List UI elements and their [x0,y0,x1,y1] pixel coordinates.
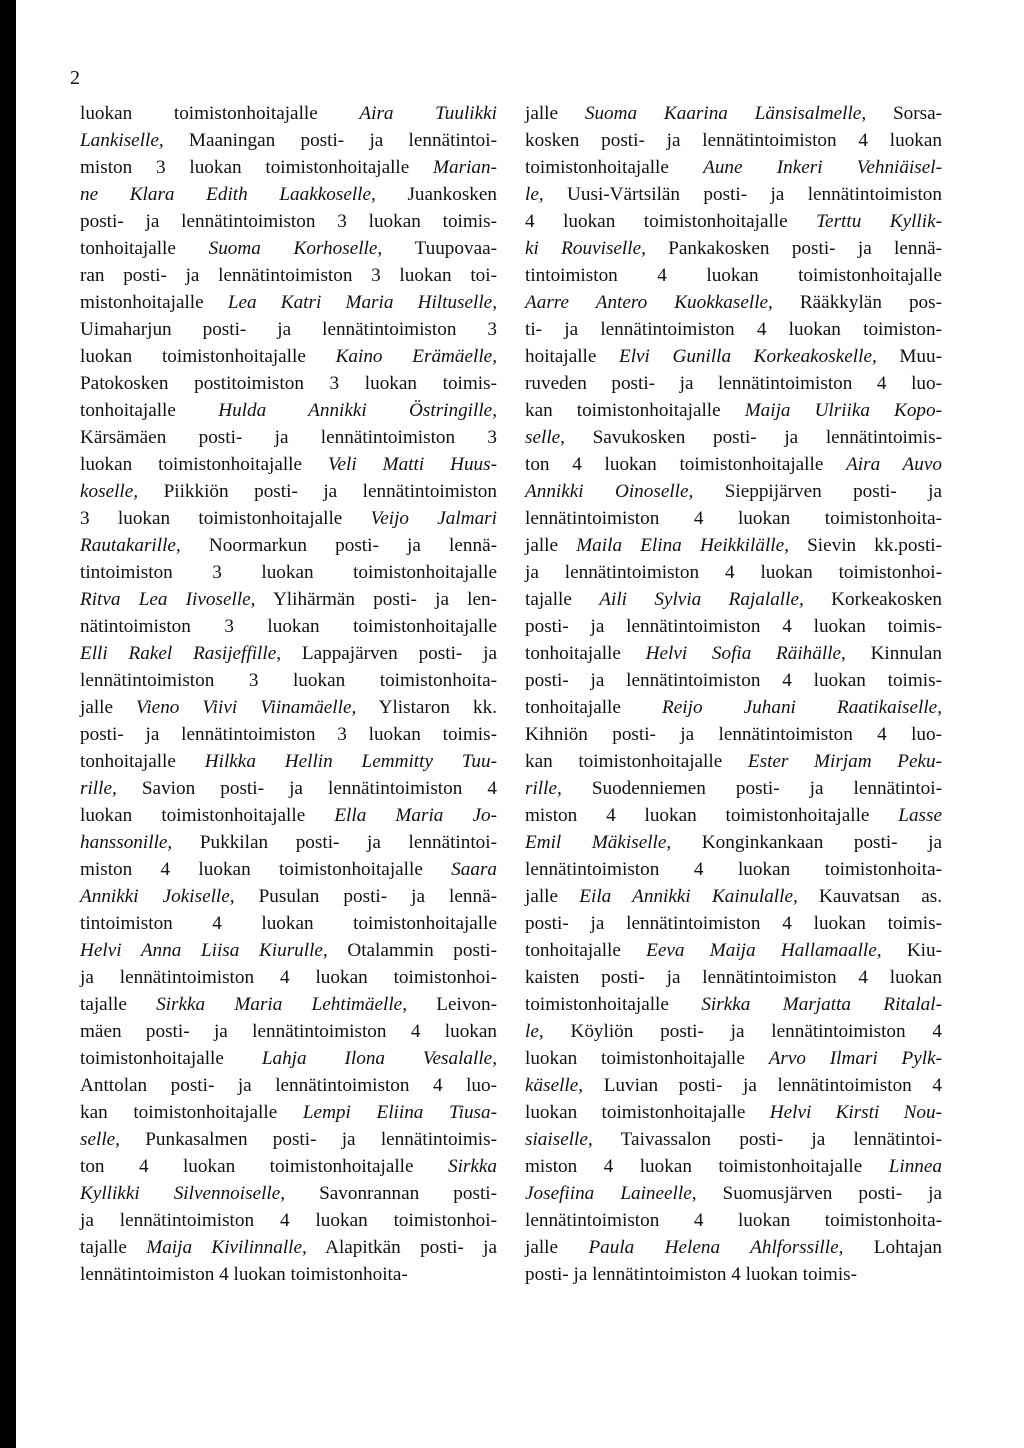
text-line [80,1045,497,1072]
text-line [80,208,497,235]
italic-name: Sirkka Maria Lehtimäelle, [156,994,407,1015]
italic-name: Aarre Antero Kuokkaselle, [525,292,773,313]
text-segment: ja lennätintoimiston 4 luokan toimistonhoi- [525,562,942,583]
text-segment: tonhoitajalle [80,751,205,772]
text-segment: miston 4 luokan toimistonhoitajalle [525,1156,889,1177]
text-line [80,370,497,397]
text-segment: toimistonhoitajalle [525,157,704,178]
italic-name: Elvi Gunilla Korkeakoskelle, [618,346,877,367]
text-segment: lennätintoimiston 4 luokan toimistonhoita- [525,1210,942,1231]
text-line [525,1045,942,1072]
text-line [80,964,497,991]
italic-name: rille, [525,778,562,799]
text-segment: Ylistaron kk. [356,697,497,718]
text-line [525,397,942,424]
text-segment: Suodenniemen posti- ja lennätintoi- [561,778,942,799]
text-segment: Uusi-Värtsilän posti- ja lennätintoimiston [543,184,942,205]
text-line [80,262,497,289]
text-line [80,802,497,829]
italic-name: Aune Inkeri Vehniäisel- [703,157,942,178]
text-segment: miston 4 luokan toimistonhoitajalle [525,805,899,826]
text-segment: tonhoitajalle [525,697,663,718]
text-line [525,235,942,262]
text-segment: jalle [525,103,585,124]
text-segment: Ylihärmän posti- ja len- [255,589,497,610]
text-line [80,910,497,937]
text-segment: Sieppijärven posti- ja [693,481,943,502]
text-segment: tonhoitajalle [525,643,646,664]
text-segment: Tuupovaa- [382,238,497,259]
text-segment: toimistonhoitajalle [80,1048,262,1069]
text-line [525,856,942,883]
text-segment: kan toimistonhoitajalle [80,1102,303,1123]
text-segment: lennätintoimiston 3 luokan toimistonhoita- [80,670,497,691]
italic-name: ki Rouviselle, [525,238,646,259]
italic-name: Lasse [898,805,942,826]
text-line [80,586,497,613]
text-line [80,1234,497,1261]
text-segment: ton 4 luokan toimistonhoitajalle [80,1156,448,1177]
text-segment: 3 luokan toimistonhoitajalle [80,508,371,529]
text-line [525,208,942,235]
text-segment: Kauvatsan as. [797,886,943,907]
text-line [525,100,942,127]
text-segment: tonhoitajalle [525,940,647,961]
text-line [80,532,497,559]
text-line [525,1018,942,1045]
text-line [80,640,497,667]
text-segment: posti- ja lennätintoimiston 4 luokan toimis- [525,1264,858,1285]
text-segment: Suomusjärven posti- ja [696,1183,942,1204]
text-segment: mäen posti- ja lennätintoimiston 4 luokan [80,1021,497,1042]
text-segment: posti- ja lennätintoimiston 3 luokan toimis- [80,211,497,232]
italic-name: Aili Sylvia Rajalalle, [599,589,804,610]
text-line [80,1153,497,1180]
text-line [525,559,942,586]
text-line [80,559,497,586]
text-segment: Korkeakosken [803,589,942,610]
text-line [80,478,497,505]
italic-name: le, [525,1021,544,1042]
italic-name: Ester Mirjam Peku- [747,751,942,772]
italic-name: Rautakarille, [80,535,181,556]
text-segment: Alapitkän posti- ja [306,1237,497,1258]
text-segment: ran posti- ja lennätintoimiston 3 luokan toi- [80,265,497,286]
text-line [525,424,942,451]
text-segment: luokan toimistonhoitajalle [80,346,336,367]
text-segment: Kihniön posti- ja lennätintoimiston 4 luo- [525,724,942,745]
italic-name: hanssonille, [80,832,173,853]
text-segment: ja lennätintoimiston 4 luokan toimistonhoi- [80,1210,497,1231]
text-segment: jalle [525,1237,589,1258]
text-segment: Rääkkylän pos- [772,292,942,313]
text-segment: luokan toimistonhoitajalle [80,805,335,826]
text-line [525,775,942,802]
text-line [80,883,497,910]
text-segment: Leivon- [407,994,497,1015]
text-line [525,991,942,1018]
text-line [525,1099,942,1126]
italic-name: Paula Helena Ahlforssille, [588,1237,844,1258]
text-segment: lennätintoimiston 4 luokan toimistonhoita- [525,508,942,529]
italic-name: Helvi Anna Liisa Kiurulle, [80,940,328,961]
text-segment: nätintoimiston 3 luokan toimistonhoitajalle [80,616,497,637]
italic-name: Veijo Jalmari [370,508,497,529]
text-line [80,1207,497,1234]
text-segment: ton 4 luokan toimistonhoitajalle [525,454,847,475]
italic-name: Elli Rakel Rasijeffille, [80,643,282,664]
text-line [525,1180,942,1207]
text-line [80,667,497,694]
text-line [80,235,497,262]
text-line [80,289,497,316]
text-segment: lennätintoimiston 4 luokan toimistonhoita- [80,1264,408,1285]
italic-name: Josefiina Laineelle, [525,1183,697,1204]
italic-name: Kaino Erämäelle, [335,346,497,367]
italic-name: Aira Tuulikki [359,103,497,124]
text-line [525,694,942,721]
italic-name: Vieno Viivi Viinamäelle, [136,697,357,718]
text-line [80,1180,497,1207]
text-line [525,262,942,289]
text-line [525,1261,942,1288]
text-line [80,613,497,640]
text-line [80,397,497,424]
text-segment: miston 4 luokan toimistonhoitajalle [80,859,452,880]
italic-name: Lahja Ilona Vesalalle, [261,1048,498,1069]
text-line [525,532,942,559]
text-segment: luokan toimistonhoitajalle [80,454,328,475]
italic-name: rille, [80,778,117,799]
italic-name: Suoma Korhoselle, [208,238,383,259]
text-line [525,181,942,208]
text-line [525,1153,942,1180]
text-segment: tintoimiston 3 luokan toimistonhoitajalle [80,562,497,583]
text-line [525,1072,942,1099]
text-line [80,343,497,370]
text-line [80,1099,497,1126]
italic-name: Suoma Kaarina Länsisalmelle, [584,103,867,124]
italic-name: Reijo Juhani Raatikaiselle, [662,697,942,718]
italic-name: ne Klara Edith Laakkoselle, [80,184,376,205]
text-line [80,991,497,1018]
italic-name: Eila Annikki Kainulalle, [579,886,798,907]
italic-name: käselle, [525,1075,584,1096]
italic-name: Terttu Kyllik- [816,211,942,232]
text-line [525,937,942,964]
italic-name: Maila Elina Heikkilälle, [576,535,789,556]
text-line [525,829,942,856]
text-line [80,721,497,748]
italic-name: koselle, [80,481,139,502]
text-segment: posti- ja lennätintoimiston 3 luokan toimis- [80,724,497,745]
text-segment: Muu- [876,346,942,367]
italic-name: Linnea [888,1156,942,1177]
text-segment: luokan toimistonhoitajalle [525,1048,769,1069]
text-segment: tajalle [80,1237,147,1258]
text-segment: Sorsa- [866,103,942,124]
text-segment: Savonrannan posti- [285,1183,497,1204]
text-line [525,910,942,937]
left-text-column [80,100,497,1288]
text-segment: Punkasalmen posti- ja lennätintoimis- [119,1129,497,1150]
text-line [80,1072,497,1099]
text-segment: Patokosken postitoimiston 3 luokan toimis- [80,373,497,394]
text-line [525,154,942,181]
text-line [525,478,942,505]
text-line [525,451,942,478]
italic-name: Lea Katri Maria Hiltuselle, [227,292,497,313]
text-segment: tajalle [80,994,157,1015]
text-segment: tintoimiston 4 luokan toimistonhoitajalle [525,265,942,286]
text-line [80,505,497,532]
text-segment: Juankosken [375,184,497,205]
text-segment: Köyliön posti- ja lennätintoimiston 4 [543,1021,942,1042]
text-segment: tajalle [525,589,600,610]
text-segment: jalle [525,886,580,907]
text-line [80,1261,497,1288]
text-segment: mistonhoitajalle [80,292,228,313]
text-segment: Otalammin posti- [327,940,498,961]
text-segment: kosken posti- ja lennätintoimiston 4 luokan [525,130,942,151]
text-segment: luokan toimistonhoitajalle [80,103,360,124]
italic-name: selle, [80,1129,120,1150]
text-segment: hoitajalle [525,346,619,367]
text-segment: kan toimistonhoitajalle [525,400,745,421]
text-segment: Konginkankaan posti- ja [671,832,943,853]
text-segment: Piikkiön posti- ja lennätintoimiston [138,481,497,502]
text-segment: Lappajärven posti- ja [281,643,497,664]
text-line [80,775,497,802]
text-line [80,748,497,775]
text-segment: ruveden posti- ja lennätintoimiston 4 luo- [525,373,942,394]
text-segment: jalle [80,697,137,718]
text-line [525,289,942,316]
text-segment: Sievin kk.posti- [788,535,942,556]
text-line [80,127,497,154]
text-segment: Maaningan posti- ja lennätintoi- [163,130,497,151]
italic-name: Annikki Jokiselle, [80,886,235,907]
text-segment: Anttolan posti- ja lennätintoimiston 4 luo- [80,1075,497,1096]
text-segment: tonhoitajalle [80,238,209,259]
text-segment: Kinnulan [845,643,942,664]
text-segment: kaisten posti- ja lennätintoimiston 4 luokan [525,967,942,988]
text-segment: Kärsämäen posti- ja lennätintoimiston 3 [80,427,497,448]
text-line [525,316,942,343]
text-segment: 4 luokan toimistonhoitajalle [525,211,817,232]
text-segment: tintoimiston 4 luokan toimistonhoitajalle [80,913,497,934]
text-segment: Kiu- [881,940,942,961]
italic-name: siaiselle, [525,1129,593,1150]
text-segment: Taivassalon posti- ja lennätintoi- [592,1129,942,1150]
text-segment: miston 3 luokan toimistonhoitajalle [80,157,434,178]
italic-name: Maija Ulriika Kopo- [744,400,943,421]
text-line [525,802,942,829]
italic-name: Hilkka Hellin Lemmitty Tuu- [204,751,497,772]
text-line [525,370,942,397]
italic-name: Sirkka [447,1156,497,1177]
italic-name: Ella Maria Jo- [334,805,497,826]
text-line [525,1234,942,1261]
italic-name: Hulda Annikki Östringille, [218,400,497,421]
italic-name: Saara [451,859,497,880]
italic-name: Aira Auvo [846,454,942,475]
text-segment: Luvian posti- ja lennätintoimiston 4 [583,1075,942,1096]
text-line [525,613,942,640]
text-line [525,586,942,613]
text-segment: Savion posti- ja lennätintoimiston 4 [116,778,497,799]
text-line [525,127,942,154]
text-line [525,1207,942,1234]
italic-name: Kyllikki Silvennoiselle, [80,1183,286,1204]
italic-name: Marian- [433,157,497,178]
text-segment: posti- ja lennätintoimiston 4 luokan toimis- [525,670,942,691]
text-line [80,694,497,721]
italic-name: Helvi Kirsti Nou- [769,1102,942,1123]
text-line [80,856,497,883]
text-line [80,316,497,343]
italic-name: Annikki Oinoselle, [525,481,694,502]
text-line [80,181,497,208]
text-segment: tonhoitajalle [80,400,219,421]
text-segment: ti- ja lennätintoimiston 4 luokan toimiston- [525,319,942,340]
italic-name: Veli Matti Huus- [327,454,497,475]
italic-name: Emil Mäkiselle, [525,832,672,853]
text-segment: luokan toimistonhoitajalle [525,1102,770,1123]
text-line [80,1018,497,1045]
italic-name: Arvo Ilmari Pylk- [768,1048,942,1069]
italic-name: Lempi Eliina Tiusa- [302,1102,498,1123]
text-segment: posti- ja lennätintoimiston 4 luokan toimis- [525,616,942,637]
text-line [80,100,497,127]
italic-name: selle, [525,427,565,448]
text-segment: Uimaharjun posti- ja lennätintoimiston 3 [80,319,497,340]
text-segment: Pankakosken posti- ja lennä- [645,238,942,259]
text-segment: posti- ja lennätintoimiston 4 luokan toimis- [525,913,942,934]
text-line [525,505,942,532]
italic-name: Maija Kivilinnalle, [146,1237,307,1258]
scan-edge-bar [0,0,16,1448]
text-segment: jalle [525,535,577,556]
text-segment: toimistonhoitajalle [525,994,702,1015]
italic-name: le, [525,184,544,205]
page-number: 2 [70,67,80,89]
text-segment: Savukosken posti- ja lennätintoimis- [564,427,942,448]
text-line [80,829,497,856]
text-line [80,424,497,451]
text-segment: Pukkilan posti- ja lennätintoi- [172,832,497,853]
text-line [525,748,942,775]
italic-name: Lankiselle, [80,130,164,151]
text-segment: ja lennätintoimiston 4 luokan toimistonhoi- [80,967,497,988]
italic-name: Sirkka Marjatta Ritalal- [701,994,942,1015]
text-line [525,721,942,748]
right-text-column [525,100,942,1288]
text-line [525,667,942,694]
text-line [80,937,497,964]
italic-name: Eeva Maija Hallamaalle, [646,940,882,961]
text-line [525,964,942,991]
text-line [525,640,942,667]
text-line [525,1126,942,1153]
text-line [80,154,497,181]
text-line [525,883,942,910]
text-line [80,451,497,478]
italic-name: Ritva Lea Iivoselle, [80,589,256,610]
text-segment: Pusulan posti- ja lennä- [234,886,497,907]
text-segment: Lohtajan [843,1237,943,1258]
text-segment: lennätintoimiston 4 luokan toimistonhoita- [525,859,942,880]
text-segment: Noormarkun posti- ja lennä- [180,535,497,556]
text-segment: kan toimistonhoitajalle [525,751,748,772]
italic-name: Helvi Sofia Räihälle, [645,643,846,664]
text-line [525,343,942,370]
text-line [80,1126,497,1153]
